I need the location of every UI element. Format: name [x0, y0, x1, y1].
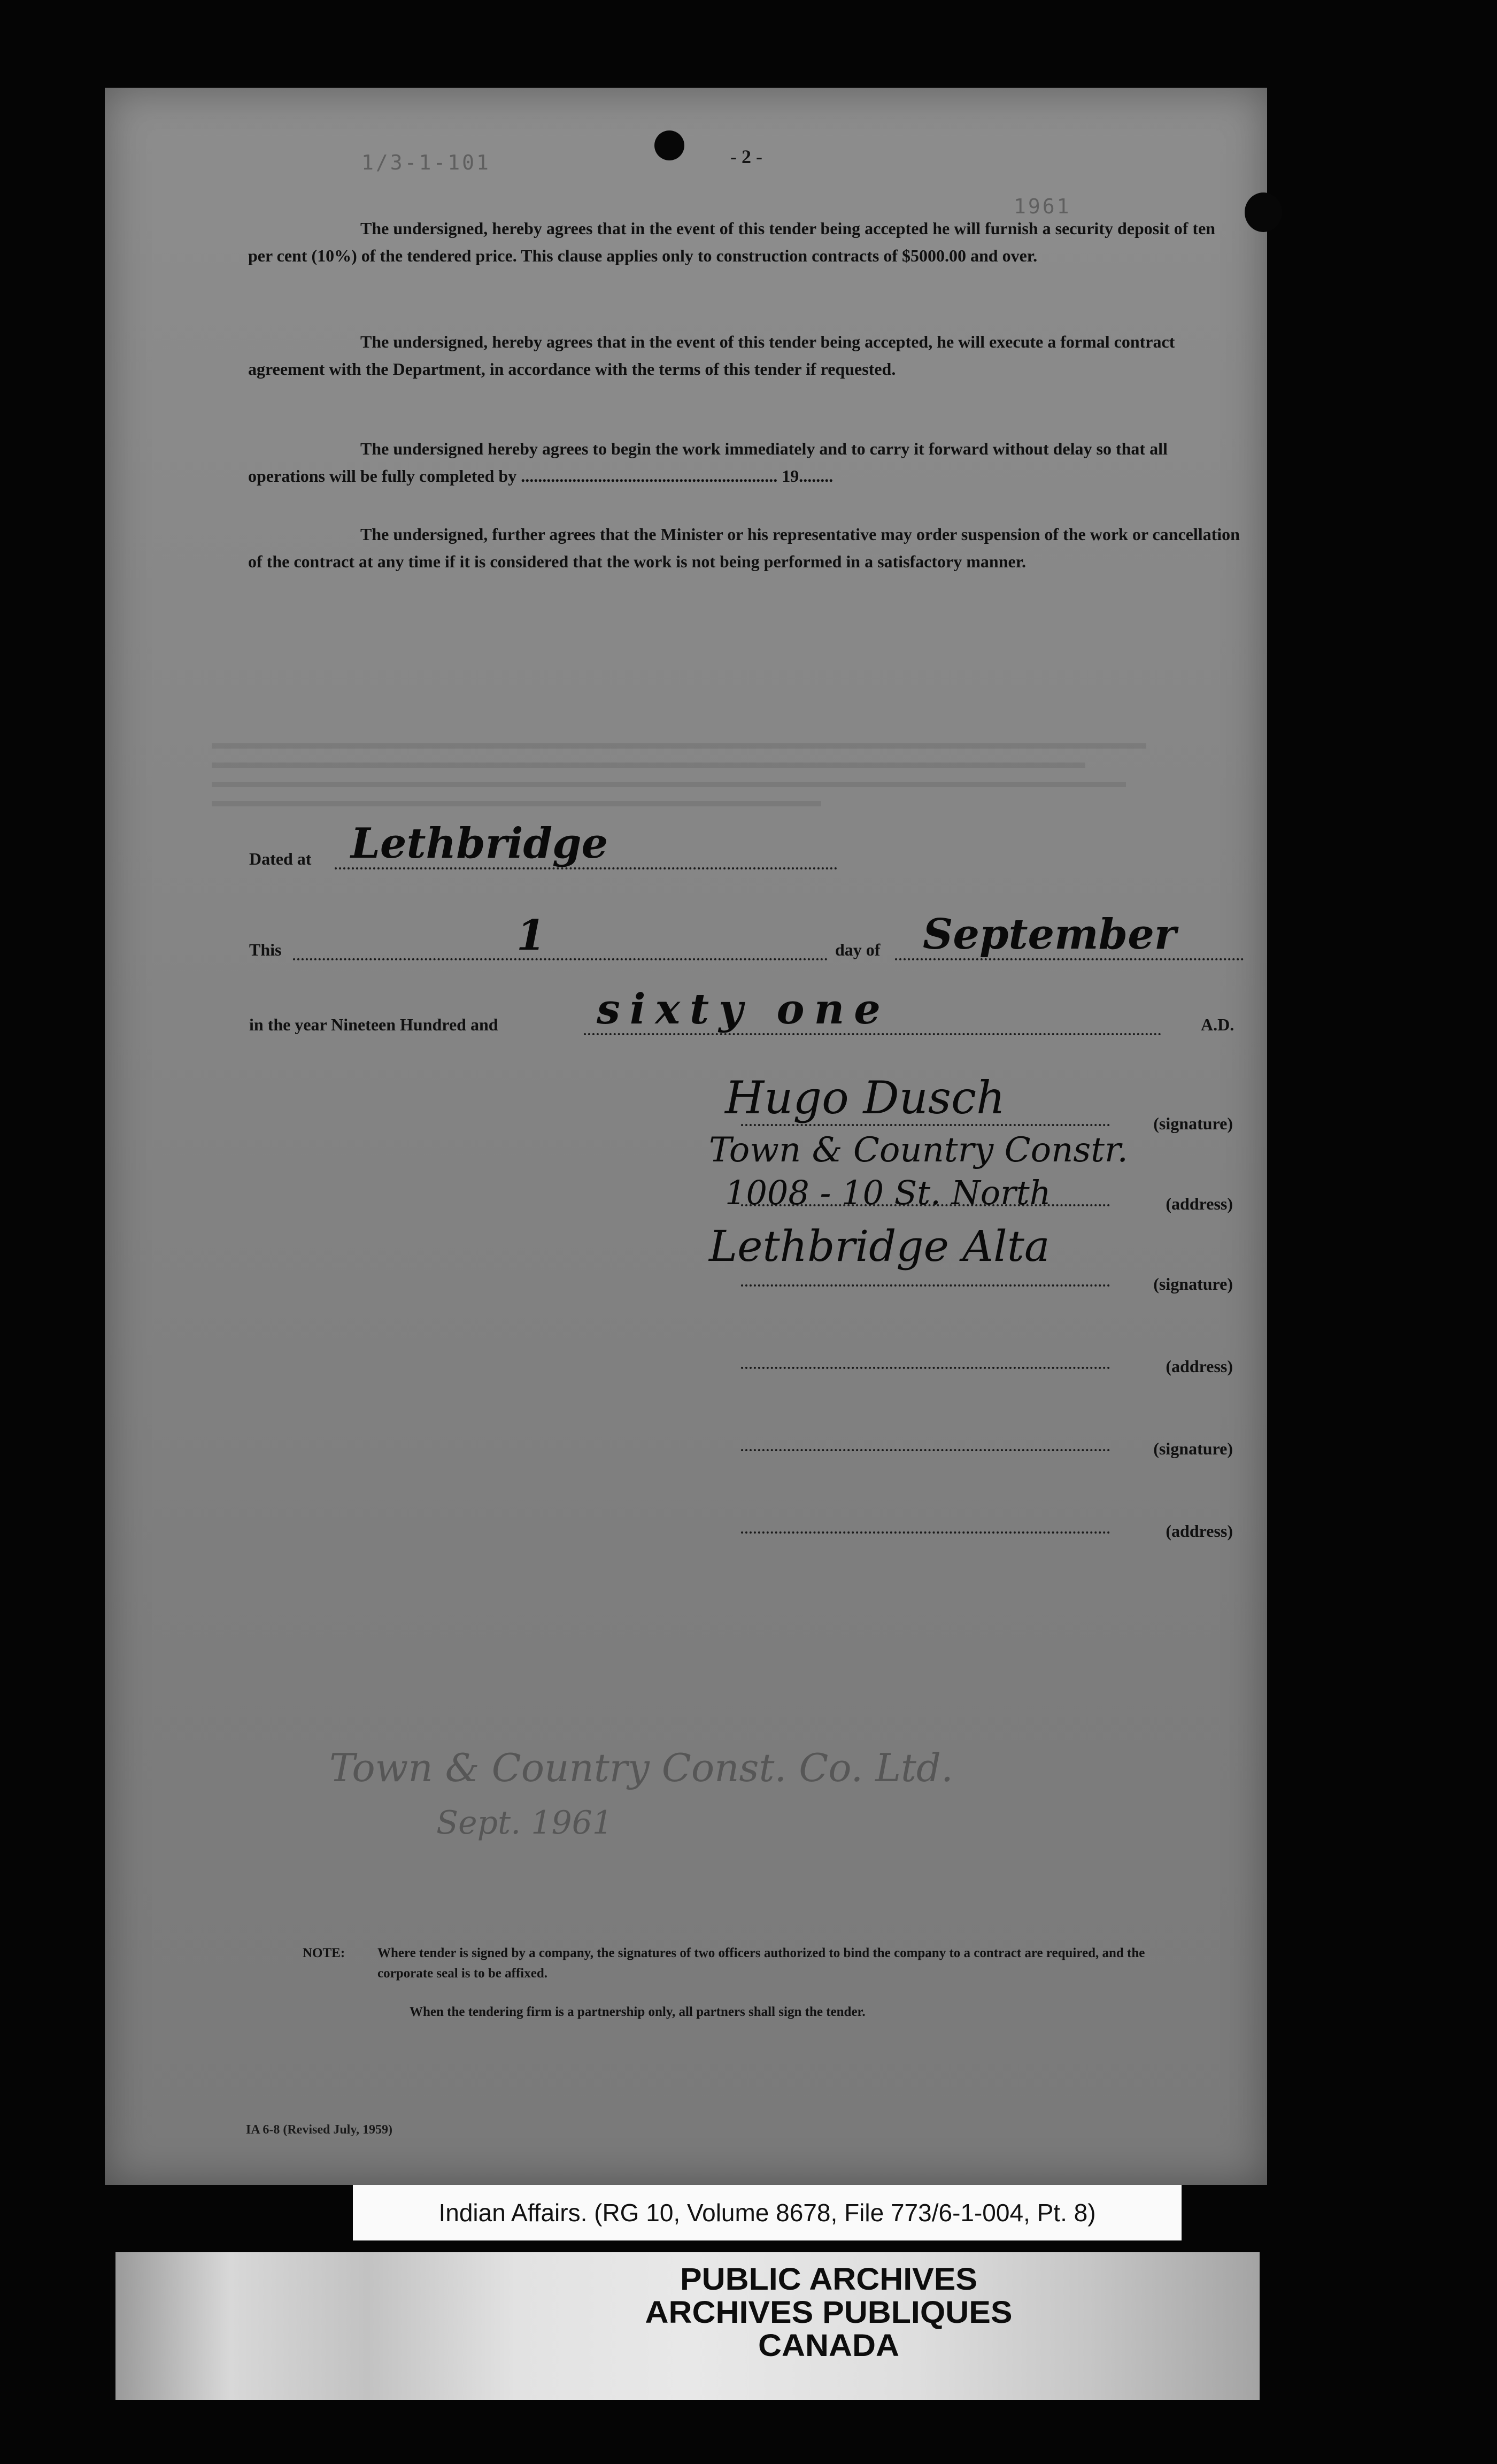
year-handwritten: sixty one	[597, 985, 890, 1034]
dated-at-handwritten: Lethbridge	[351, 819, 608, 868]
signature-label: (signature)	[1153, 1274, 1233, 1293]
suspension-clause: The undersigned, further agrees that the Minister or his representative may order suspension of the work or cancellation of the contract at any time if it is considered that the work is not being performed in a satisfactory manner.	[248, 525, 1240, 571]
dated-at-label: Dated at	[249, 849, 312, 868]
archive-stamp	[576, 2263, 1082, 2362]
signature-line-3	[741, 1421, 1233, 1459]
form-identifier: IA 6-8 (Revised July, 1959)	[246, 2123, 393, 2137]
signature-label: (signature)	[1153, 1439, 1233, 1458]
archive-line-fr: ARCHIVES PUBLIQUES	[645, 2295, 1013, 2330]
note-company-text: Where tender is signed by a company, the signatures of two officers authorized to bind the company to a contract are required, and the corporate seal is to be affixed.	[377, 1946, 1145, 1981]
faint-date-stamp: 1961	[1014, 195, 1071, 218]
note-tag: NOTE:	[303, 1946, 345, 1960]
day-row	[249, 910, 1244, 965]
faint-annotation: Town & Country Const. Co. Ltd.	[329, 1745, 953, 1790]
contract-agreement-clause: The undersigned, hereby agrees that in the event of this tender being accepted, he will execute a formal contract agreement with the Department, in accordance with the terms of this tender if requested.	[248, 332, 1175, 379]
address-line-3	[741, 1504, 1233, 1541]
completion-clause: The undersigned hereby agrees to begin the work immediately and to carry it forward without delay so that all operations will be fully completed by ............................................................ 19........	[248, 439, 1168, 486]
document-sheet	[105, 88, 1267, 2185]
year-label: in the year Nineteen Hundred and	[249, 1015, 498, 1034]
archive-citation: Indian Affairs. (RG 10, Volume 8678, File 773/6-1-004, Pt. 8)	[353, 2185, 1182, 2240]
handwritten-signature: Hugo Dusch	[725, 1072, 1006, 1124]
address-label: (address)	[1166, 1194, 1233, 1213]
handwritten-street: 1008 - 10 St. North	[725, 1173, 1051, 1212]
day-of-label: day of	[835, 940, 881, 959]
this-label: This	[249, 940, 282, 959]
page-number: - 2 -	[730, 146, 762, 167]
archive-line-en: PUBLIC ARCHIVES	[680, 2262, 978, 2297]
address-label: (address)	[1166, 1357, 1233, 1376]
address-line-2	[741, 1339, 1233, 1376]
security-deposit-clause: The undersigned, hereby agrees that in the event of this tender being accepted he will furnish a security deposit of ten per cent (10%) of the tendered price. This clause applies only to construction contracts of $5000.00 and over.	[248, 219, 1216, 265]
archive-line-country: CANADA	[758, 2328, 899, 2363]
year-row	[249, 985, 1244, 1040]
note-partnership-text: When the tendering firm is a partnership only, all partners shall sign the tender.	[410, 2005, 866, 2019]
handwritten-company: Town & Country Constr.	[709, 1130, 1128, 1170]
faint-file-stamp: 1/3-1-101	[361, 151, 491, 174]
punch-hole	[1245, 192, 1282, 232]
signature-label: (signature)	[1153, 1114, 1233, 1133]
handwritten-city: Lethbridge Alta	[709, 1221, 1050, 1271]
faint-annotation: Sept. 1961	[436, 1804, 613, 1842]
day-handwritten: 1	[516, 911, 546, 960]
dated-at-row	[249, 819, 837, 874]
month-handwritten: September	[923, 910, 1176, 959]
address-label: (address)	[1166, 1521, 1233, 1541]
punch-hole	[654, 130, 684, 160]
ad-label: A.D.	[1201, 1015, 1234, 1034]
